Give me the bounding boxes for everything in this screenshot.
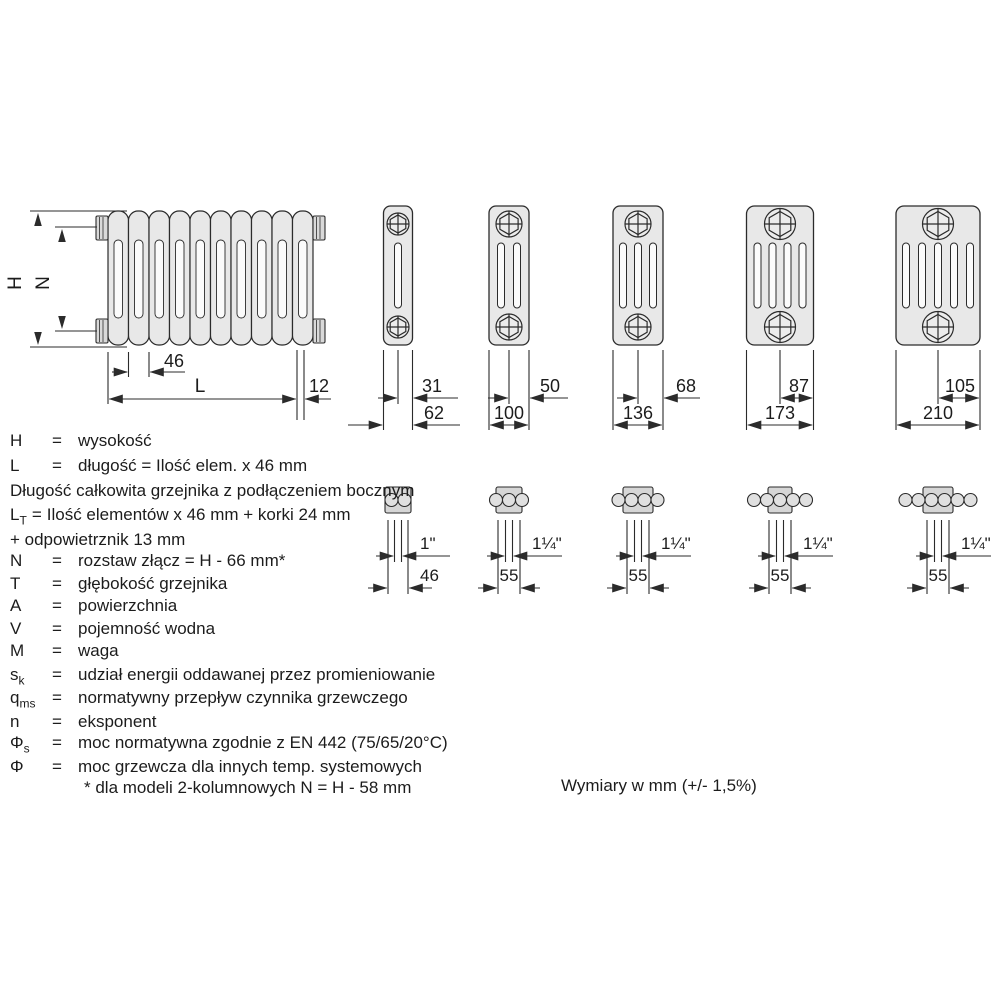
legend-symbol: n [10, 712, 20, 731]
legend-desc: waga [78, 641, 119, 660]
legend-row-v: V = pojemność wodna [10, 619, 216, 638]
valve-icon [923, 209, 954, 240]
front-extension-label: 12 [308, 376, 330, 396]
legend-desc: udział energii oddawanej przez promieniowanie [78, 665, 436, 684]
legend-desc: pojemność wodna [78, 619, 216, 638]
valve-icon [387, 316, 409, 338]
legend-row-qms: $q_{ms}$ = normatywny przepływ czynnika grzewczego [10, 688, 408, 711]
connection-dims-5col [749, 520, 833, 594]
legend-desc: rozstaw złącz = H - 66 mm* [78, 551, 286, 570]
dim-connection-2col: 1" [420, 534, 436, 553]
dimensions-note: Wymiary w mm (+/- 1,5%) [561, 776, 757, 795]
front-element-width-label: 46 [164, 351, 185, 371]
dim-half-depth-5col: 87 [788, 376, 810, 396]
front-view-bottom-dims [108, 350, 331, 420]
side-view-2-columns [348, 206, 460, 430]
dim-pitch-6col: 55 [928, 566, 948, 585]
legend-row-phi: Φ = moc grzewcza dla innych temp. systemowych [10, 757, 422, 776]
dim-pitch-5col: 55 [770, 566, 790, 585]
valve-icon [387, 213, 409, 235]
legend-row-vent: + odpowietrznik 13 mm [10, 530, 186, 549]
legend-desc: głębokość grzejnika [78, 574, 228, 593]
legend-desc: długość = Ilość elem. x 46 mm [78, 456, 308, 475]
dim-depth-6col: 210 [922, 403, 954, 423]
dim-half-depth-3col: 50 [540, 376, 561, 396]
dim-connection-4col: 1¼" [661, 534, 691, 553]
valve-icon [625, 211, 651, 237]
dim-connection-3col: 1¼" [532, 534, 562, 553]
legend-row-t: T = głębokość grzejnika [10, 574, 228, 593]
dim-half-depth-2col: 31 [422, 376, 443, 396]
legend-symbol: V [10, 619, 22, 638]
legend-desc: wysokość [78, 431, 152, 450]
legend-desc: eksponent [78, 712, 157, 731]
legend-symbol: Φ [10, 757, 24, 776]
dim-connection-5col: 1¼" [803, 534, 833, 553]
legend-desc: powierzchnia [78, 596, 178, 615]
legend-row-h: H = wysokość [10, 431, 152, 450]
valve-icon [765, 209, 796, 240]
side-view-4-columns [613, 206, 700, 430]
dim-pitch-4col: 55 [628, 566, 648, 585]
legend-symbol: M [10, 641, 25, 660]
connection-view-2-columns [368, 487, 450, 594]
dim-pitch-2col: 46 [420, 566, 439, 585]
dim-pitch-3col: 55 [499, 566, 519, 585]
legend-row-total-length-note: Długość całkowita grzejnika z podłączeniem bocznym [10, 481, 415, 500]
side-view-6-columns [896, 206, 980, 430]
valve-icon [765, 312, 796, 343]
connection-dims-4col [607, 520, 691, 594]
front-node-spacing-label: N [33, 276, 54, 290]
dim-depth-3col: 100 [493, 403, 525, 423]
valve-icon [496, 211, 522, 237]
dim-depth-4col: 136 [622, 403, 654, 423]
dim-half-depth-6col: 105 [944, 376, 976, 396]
legend-symbol: s [10, 665, 19, 684]
legend-symbol: q [10, 688, 20, 707]
dim-half-depth-4col: 68 [676, 376, 697, 396]
connection-dims-6col [907, 520, 991, 594]
legend-row-n: N = rozstaw złącz = H - 66 mm* [10, 551, 286, 570]
valve-icon [496, 314, 522, 340]
legend-symbol: Φ [10, 733, 24, 752]
legend-desc: normatywny przepływ czynnika grzewczego [78, 688, 408, 707]
front-height-label: H [5, 276, 26, 290]
legend-symbol: T [10, 574, 21, 593]
legend-row-exponent: n = eksponent [10, 712, 157, 731]
front-view [5, 211, 331, 420]
legend-row-sk: $s_k$ = udział energii oddawanej przez promieniowanie [10, 665, 436, 688]
legend-symbol: N [10, 551, 23, 570]
valve-icon [625, 314, 651, 340]
legend-row-phi-s: $\Phi_s$ = moc normatywna zgodnie z EN 442 (75/65/20°C) [10, 733, 448, 756]
connection-view-3-columns [478, 487, 562, 594]
valve-icon [923, 312, 954, 343]
dim-connection-6col: 1¼" [961, 534, 991, 553]
connection-view-6-columns [899, 487, 991, 594]
side-view-5-columns [747, 206, 814, 430]
side-view-3-columns [488, 206, 568, 430]
legend-footnote: * dla modeli 2-kolumnowych N = H - 58 mm [84, 778, 412, 797]
dim-depth-5col: 173 [764, 403, 796, 423]
legend-desc: moc normatywna zgodnie z EN 442 (75/65/20°C) [78, 733, 448, 752]
legend-row-lt: $L_T$ = Ilość elementów x 46 mm + korki 24 mm [10, 505, 351, 528]
legend-symbol: L [10, 505, 20, 524]
legend-desc: Ilość elementów x 46 mm + korki 24 mm [46, 505, 351, 524]
legend-symbol: H [10, 431, 23, 450]
dim-depth-2col: 62 [424, 403, 445, 423]
legend-symbol: L [10, 456, 20, 475]
legend-row-l: L = długość = Ilość elem. x 46 mm [10, 456, 308, 475]
legend-row-m: M = waga [10, 641, 119, 660]
legend-symbol: A [10, 596, 22, 615]
front-length-label: L [194, 376, 206, 397]
legend-desc: moc grzewcza dla innych temp. systemowych [78, 757, 422, 776]
legend-row-a: A = powierzchnia [10, 596, 178, 615]
connection-dims-3col [478, 520, 562, 594]
connection-view-4-columns [607, 487, 691, 594]
connection-view-5-columns [748, 487, 834, 594]
